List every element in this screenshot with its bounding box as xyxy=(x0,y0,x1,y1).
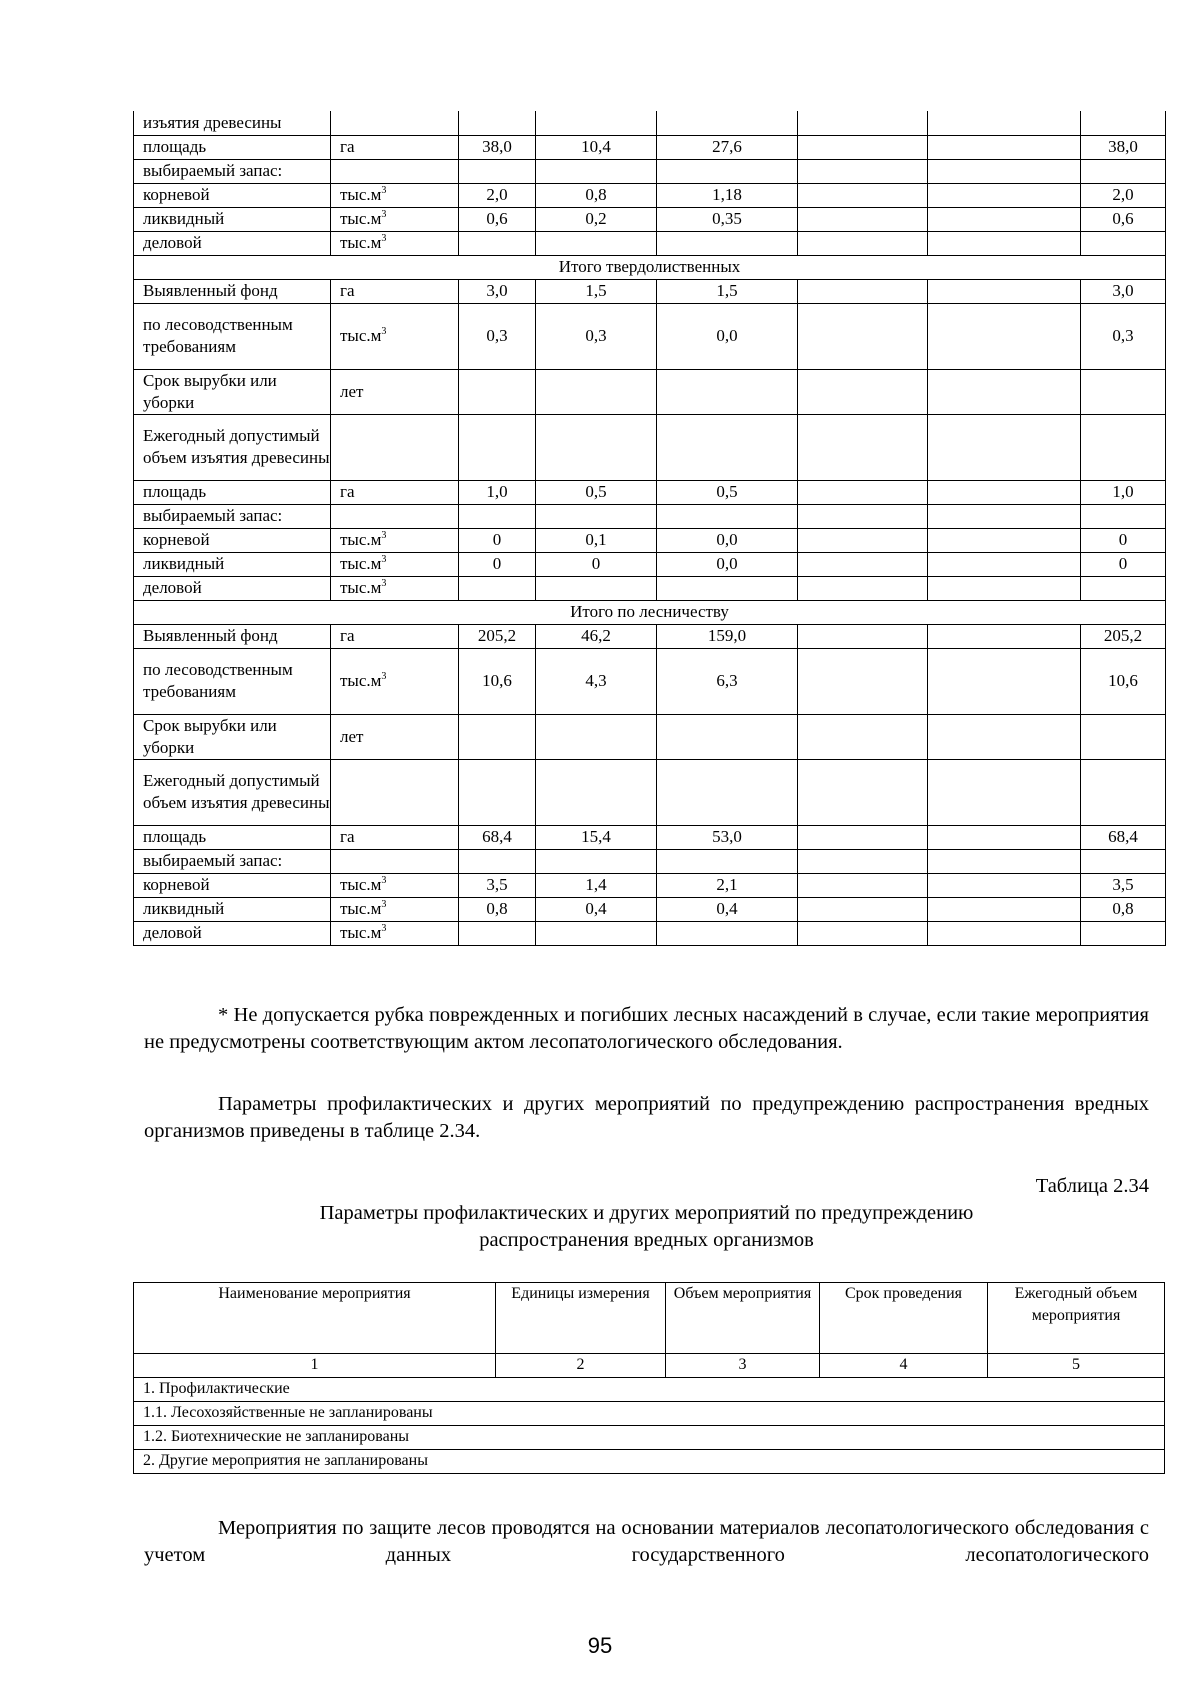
table-row xyxy=(134,897,1166,921)
row-label: корневой xyxy=(134,873,331,897)
value-cell: 4,3 xyxy=(536,648,657,714)
section-title-row xyxy=(134,255,1166,279)
value-cell xyxy=(536,714,657,759)
value-cell xyxy=(1081,849,1166,873)
value-cell xyxy=(459,159,536,183)
value-cell: 1,18 xyxy=(657,183,798,207)
measures-table xyxy=(133,1282,1165,1474)
unit-text: тыс.м xyxy=(340,554,382,573)
value-cell xyxy=(798,159,928,183)
row-label: корневой xyxy=(134,528,331,552)
value-cell xyxy=(536,111,657,135)
measures-row xyxy=(134,1402,1165,1426)
value-cell: 0,4 xyxy=(536,897,657,921)
row-unit xyxy=(331,648,459,714)
value-cell: 0,3 xyxy=(459,303,536,369)
row-unit xyxy=(331,303,459,369)
row-label: площадь xyxy=(134,825,331,849)
value-cell xyxy=(928,714,1081,759)
value-cell xyxy=(1081,759,1166,825)
table-row xyxy=(134,135,1166,159)
value-cell xyxy=(928,480,1081,504)
unit-text: тыс.м xyxy=(340,578,382,597)
value-cell xyxy=(798,504,928,528)
section-title: Итого твердолиственных xyxy=(134,255,1166,279)
value-cell xyxy=(1081,369,1166,414)
row-unit xyxy=(331,921,459,945)
value-cell xyxy=(928,921,1081,945)
table-row xyxy=(134,825,1166,849)
unit-exponent: 3 xyxy=(381,899,387,910)
value-cell xyxy=(657,921,798,945)
fund-row xyxy=(134,624,1166,648)
value-cell xyxy=(928,552,1081,576)
row-unit xyxy=(331,576,459,600)
unit-exponent: 3 xyxy=(381,671,387,682)
value-cell xyxy=(928,873,1081,897)
forest-fund-table xyxy=(133,111,1166,946)
value-cell: 3,0 xyxy=(1081,279,1166,303)
unit-text: тыс.м xyxy=(340,923,382,942)
value-cell: 2,1 xyxy=(657,873,798,897)
value-cell: 0 xyxy=(459,528,536,552)
annual-row xyxy=(134,759,1166,825)
fund-label: по лесоводственным требованиям xyxy=(134,648,331,714)
term-row xyxy=(134,369,1166,414)
value-cell: 0,8 xyxy=(536,183,657,207)
intro-paragraph: Параметры профилактических и других мероприятий по предупреждению распространения вредных организмов приведены в таблице 2.34. xyxy=(144,1093,1149,1142)
value-cell xyxy=(928,897,1081,921)
value-cell xyxy=(536,849,657,873)
value-cell xyxy=(536,504,657,528)
unit-exponent: 3 xyxy=(381,530,387,541)
value-cell xyxy=(459,111,536,135)
fund-label: Выявленный фонд xyxy=(134,624,331,648)
value-cell xyxy=(1081,714,1166,759)
value-cell xyxy=(798,303,928,369)
table-row xyxy=(134,183,1166,207)
value-cell xyxy=(1081,576,1166,600)
table-caption xyxy=(144,1200,1149,1254)
row-unit xyxy=(331,897,459,921)
value-cell: 0,1 xyxy=(536,528,657,552)
column-number: 4 xyxy=(820,1354,988,1378)
value-cell xyxy=(928,624,1081,648)
value-cell xyxy=(798,552,928,576)
value-cell: 1,5 xyxy=(536,279,657,303)
value-cell xyxy=(657,369,798,414)
row-unit: га xyxy=(331,279,459,303)
value-cell xyxy=(1081,231,1166,255)
value-cell xyxy=(928,303,1081,369)
unit-exponent: 3 xyxy=(381,875,387,886)
unit-text: тыс.м xyxy=(340,326,382,345)
value-cell xyxy=(459,714,536,759)
row-unit xyxy=(331,231,459,255)
term-label: Срок вырубки или уборки xyxy=(134,369,331,414)
value-cell xyxy=(536,231,657,255)
value-cell xyxy=(536,921,657,945)
value-cell xyxy=(798,369,928,414)
row-label: площадь xyxy=(134,135,331,159)
value-cell xyxy=(657,576,798,600)
value-cell: 0,5 xyxy=(657,480,798,504)
value-cell xyxy=(928,159,1081,183)
value-cell xyxy=(928,528,1081,552)
value-cell xyxy=(657,231,798,255)
row-unit xyxy=(331,183,459,207)
value-cell xyxy=(536,369,657,414)
value-cell xyxy=(928,369,1081,414)
value-cell xyxy=(459,759,536,825)
value-cell xyxy=(798,414,928,480)
unit-exponent: 3 xyxy=(381,554,387,565)
row-unit xyxy=(331,111,459,135)
value-cell: 0,5 xyxy=(536,480,657,504)
value-cell xyxy=(928,576,1081,600)
value-cell xyxy=(657,504,798,528)
unit-exponent: 3 xyxy=(381,233,387,244)
value-cell xyxy=(798,528,928,552)
value-cell xyxy=(657,714,798,759)
value-cell: 0,8 xyxy=(459,897,536,921)
section-title: Итого по лесничеству xyxy=(134,600,1166,624)
value-cell xyxy=(331,414,459,480)
value-cell xyxy=(657,414,798,480)
value-cell xyxy=(928,279,1081,303)
value-cell: 68,4 xyxy=(1081,825,1166,849)
row-label: ликвидный xyxy=(134,552,331,576)
value-cell: 6,3 xyxy=(657,648,798,714)
term-label: Срок вырубки или уборки xyxy=(134,714,331,759)
closing-paragraph: Мероприятия по защите лесов проводятся на основании материалов лесопатологического обследования с учетом данных государственного лесопатологического xyxy=(144,1517,1149,1566)
header-term: Срок проведения xyxy=(820,1283,988,1354)
value-cell xyxy=(536,159,657,183)
value-cell: 0,6 xyxy=(459,207,536,231)
unit-text: тыс.м xyxy=(340,530,382,549)
value-cell xyxy=(798,279,928,303)
page-number: 95 xyxy=(587,1633,613,1658)
annual-label: Ежегодный допустимый объем изъятия древесины xyxy=(134,759,331,825)
table-row xyxy=(134,504,1166,528)
value-cell: 2,0 xyxy=(1081,183,1166,207)
value-cell xyxy=(459,414,536,480)
value-cell xyxy=(798,873,928,897)
row-unit xyxy=(331,873,459,897)
value-cell xyxy=(928,183,1081,207)
measures-row xyxy=(134,1450,1165,1474)
value-cell xyxy=(459,849,536,873)
value-cell: 3,5 xyxy=(459,873,536,897)
value-cell: 15,4 xyxy=(536,825,657,849)
value-cell: 0,8 xyxy=(1081,897,1166,921)
row-label: ликвидный xyxy=(134,207,331,231)
annual-row xyxy=(134,414,1166,480)
measures-number-row xyxy=(134,1354,1165,1378)
value-cell: 0,0 xyxy=(657,552,798,576)
value-cell xyxy=(798,207,928,231)
table-row xyxy=(134,552,1166,576)
value-cell xyxy=(459,231,536,255)
table-caption-line-2: распространения вредных организмов xyxy=(479,1229,814,1251)
unit-text: тыс.м xyxy=(340,233,382,252)
table-row xyxy=(134,480,1166,504)
fund-row xyxy=(134,648,1166,714)
value-cell: 1,0 xyxy=(459,480,536,504)
table-row xyxy=(134,873,1166,897)
table-row xyxy=(134,159,1166,183)
value-cell: 1,0 xyxy=(1081,480,1166,504)
annual-label: Ежегодный допустимый объем изъятия древесины xyxy=(134,414,331,480)
value-cell xyxy=(536,759,657,825)
row-unit: га xyxy=(331,825,459,849)
value-cell: 205,2 xyxy=(459,624,536,648)
value-cell: 10,6 xyxy=(459,648,536,714)
value-cell xyxy=(928,207,1081,231)
value-cell: 53,0 xyxy=(657,825,798,849)
unit-text: тыс.м xyxy=(340,671,382,690)
table-row xyxy=(134,528,1166,552)
value-cell: 0,2 xyxy=(536,207,657,231)
value-cell: 38,0 xyxy=(459,135,536,159)
unit-exponent: 3 xyxy=(381,209,387,220)
value-cell: 0,0 xyxy=(657,528,798,552)
value-cell xyxy=(459,369,536,414)
value-cell: 0,0 xyxy=(657,303,798,369)
value-cell: 0,35 xyxy=(657,207,798,231)
value-cell: 38,0 xyxy=(1081,135,1166,159)
row-label: изъятия древесины xyxy=(134,111,331,135)
unit-exponent: 3 xyxy=(381,185,387,196)
measure-name: 1.1. Лесохозяйственные не запланированы xyxy=(134,1402,1165,1426)
value-cell: 0,6 xyxy=(1081,207,1166,231)
footnote-paragraph: * Не допускается рубка поврежденных и погибших лесных насаждений в случае, если такие мероприятия не предусмотрены соответствующим актом лесопатологического обследования. xyxy=(144,1004,1149,1053)
row-unit: га xyxy=(331,624,459,648)
row-label: площадь xyxy=(134,480,331,504)
table-number: Таблица 2.34 xyxy=(1035,1175,1149,1197)
measures-header-row xyxy=(134,1283,1165,1354)
value-cell: 205,2 xyxy=(1081,624,1166,648)
value-cell xyxy=(798,135,928,159)
unit-text: тыс.м xyxy=(340,209,382,228)
value-cell: 68,4 xyxy=(459,825,536,849)
column-number: 5 xyxy=(988,1354,1165,1378)
value-cell xyxy=(798,576,928,600)
measures-row xyxy=(134,1426,1165,1450)
value-cell: 1,5 xyxy=(657,279,798,303)
table-row xyxy=(134,231,1166,255)
unit-exponent: 3 xyxy=(381,326,387,337)
unit-text: тыс.м xyxy=(340,899,382,918)
header-name: Наименование мероприятия xyxy=(134,1283,496,1354)
value-cell xyxy=(1081,414,1166,480)
row-label: выбираемый запас: xyxy=(134,159,331,183)
value-cell xyxy=(657,759,798,825)
fund-row xyxy=(134,303,1166,369)
header-units: Единицы измерения xyxy=(496,1283,666,1354)
value-cell xyxy=(798,480,928,504)
value-cell: 46,2 xyxy=(536,624,657,648)
unit-text: тыс.м xyxy=(340,185,382,204)
section-title-row xyxy=(134,600,1166,624)
value-cell: 0,3 xyxy=(1081,303,1166,369)
row-label: корневой xyxy=(134,183,331,207)
value-cell xyxy=(331,759,459,825)
measure-name: 2. Другие мероприятия не запланированы xyxy=(134,1450,1165,1474)
table-caption-line-1: Параметры профилактических и других мероприятий по предупреждению xyxy=(319,1202,974,1224)
row-label: выбираемый запас: xyxy=(134,849,331,873)
column-number: 2 xyxy=(496,1354,666,1378)
measures-row xyxy=(134,1378,1165,1402)
value-cell xyxy=(1081,504,1166,528)
value-cell: 0 xyxy=(536,552,657,576)
value-cell xyxy=(536,576,657,600)
value-cell: 0,4 xyxy=(657,897,798,921)
value-cell xyxy=(928,759,1081,825)
header-annual-volume: Ежегодный объем мероприятия xyxy=(988,1283,1165,1354)
value-cell: 3,5 xyxy=(1081,873,1166,897)
value-cell xyxy=(657,111,798,135)
value-cell xyxy=(928,414,1081,480)
row-label: деловой xyxy=(134,921,331,945)
row-unit: лет xyxy=(331,714,459,759)
value-cell xyxy=(459,921,536,945)
table-row xyxy=(134,849,1166,873)
value-cell xyxy=(928,231,1081,255)
value-cell: 10,4 xyxy=(536,135,657,159)
value-cell xyxy=(798,624,928,648)
row-unit xyxy=(331,528,459,552)
table-row xyxy=(134,111,1166,135)
header-volume: Объем мероприятия xyxy=(666,1283,820,1354)
value-cell: 0 xyxy=(1081,552,1166,576)
value-cell: 2,0 xyxy=(459,183,536,207)
row-unit xyxy=(331,207,459,231)
value-cell: 27,6 xyxy=(657,135,798,159)
value-cell: 0 xyxy=(459,552,536,576)
row-unit: лет xyxy=(331,369,459,414)
column-number: 3 xyxy=(666,1354,820,1378)
value-cell xyxy=(657,159,798,183)
value-cell xyxy=(536,414,657,480)
value-cell xyxy=(459,504,536,528)
table-row xyxy=(134,207,1166,231)
row-label: ликвидный xyxy=(134,897,331,921)
value-cell xyxy=(798,231,928,255)
unit-exponent: 3 xyxy=(381,923,387,934)
row-label: выбираемый запас: xyxy=(134,504,331,528)
value-cell xyxy=(459,576,536,600)
row-label: деловой xyxy=(134,231,331,255)
row-unit: га xyxy=(331,480,459,504)
table-row xyxy=(134,576,1166,600)
row-unit: га xyxy=(331,135,459,159)
measure-name: 1. Профилактические xyxy=(134,1378,1165,1402)
column-number: 1 xyxy=(134,1354,496,1378)
value-cell: 0 xyxy=(1081,528,1166,552)
value-cell xyxy=(928,504,1081,528)
value-cell: 3,0 xyxy=(459,279,536,303)
value-cell xyxy=(798,897,928,921)
value-cell: 0,3 xyxy=(536,303,657,369)
unit-exponent: 3 xyxy=(381,578,387,589)
table-row xyxy=(134,921,1166,945)
value-cell xyxy=(928,849,1081,873)
value-cell: 10,6 xyxy=(1081,648,1166,714)
value-cell xyxy=(657,849,798,873)
measure-name: 1.2. Биотехнические не запланированы xyxy=(134,1426,1165,1450)
value-cell xyxy=(1081,159,1166,183)
value-cell xyxy=(928,111,1081,135)
fund-label: по лесоводственным требованиям xyxy=(134,303,331,369)
value-cell xyxy=(798,921,928,945)
value-cell xyxy=(1081,111,1166,135)
value-cell xyxy=(798,825,928,849)
value-cell: 159,0 xyxy=(657,624,798,648)
row-label: деловой xyxy=(134,576,331,600)
value-cell xyxy=(798,648,928,714)
value-cell xyxy=(798,111,928,135)
row-unit xyxy=(331,849,459,873)
value-cell xyxy=(928,648,1081,714)
value-cell xyxy=(928,825,1081,849)
term-row xyxy=(134,714,1166,759)
value-cell xyxy=(798,849,928,873)
unit-text: тыс.м xyxy=(340,875,382,894)
value-cell xyxy=(1081,921,1166,945)
row-unit xyxy=(331,504,459,528)
value-cell: 1,4 xyxy=(536,873,657,897)
value-cell xyxy=(798,759,928,825)
value-cell xyxy=(798,183,928,207)
value-cell xyxy=(928,135,1081,159)
fund-row xyxy=(134,279,1166,303)
fund-label: Выявленный фонд xyxy=(134,279,331,303)
row-unit xyxy=(331,552,459,576)
row-unit xyxy=(331,159,459,183)
value-cell xyxy=(798,714,928,759)
